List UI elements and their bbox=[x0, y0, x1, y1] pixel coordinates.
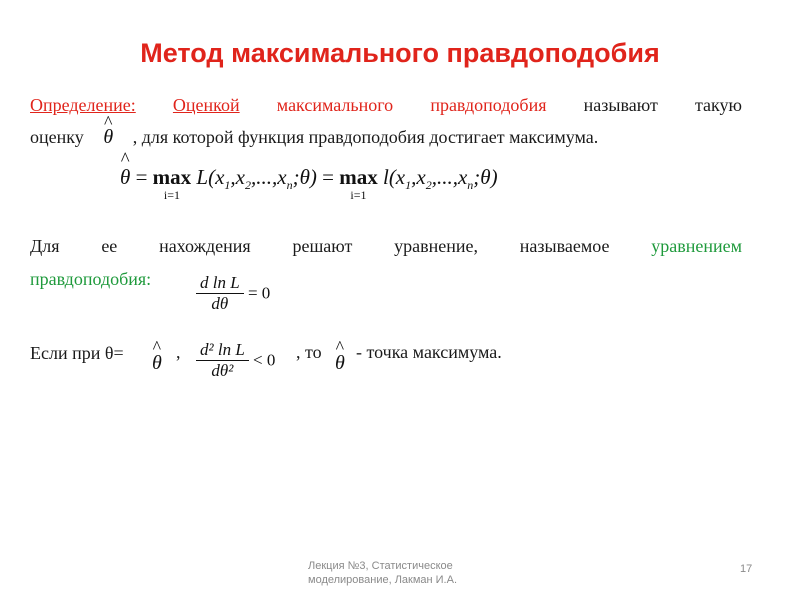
second-derivative-condition: $\frac{\text{d² ln L}}{\text{dθ²}}$ < 0 bbox=[196, 340, 275, 381]
likelihood-equation-line bbox=[30, 235, 742, 257]
theta-hat-symbol-2: ^ θ bbox=[152, 352, 162, 375]
para2-word-5: уравнение, bbox=[394, 236, 479, 256]
para2-word-1: Для bbox=[30, 236, 60, 256]
slide-title: Метод максимального правдоподобия bbox=[140, 38, 660, 68]
definition-word-2: максимального bbox=[276, 95, 394, 115]
theta-hat-symbol-3: ^ θ bbox=[335, 352, 345, 375]
para2-word-4: решают bbox=[292, 236, 353, 256]
definition-word-4: называют bbox=[583, 95, 658, 115]
para2-word-2: ее bbox=[101, 236, 118, 256]
para2-word-3: нахождения bbox=[159, 236, 251, 256]
likelihood-equation: $\frac{\text{d ln L}}{d\theta}$ = 0 bbox=[196, 273, 270, 314]
line2-start: оценку bbox=[30, 127, 84, 147]
para3-end: - точка максимума. bbox=[356, 342, 502, 362]
para3-comma: , bbox=[176, 342, 181, 362]
line2-rest: , для которой функция правдоподобия достигает максимума. bbox=[132, 127, 599, 147]
para3-start: Если при θ= bbox=[30, 343, 124, 363]
definition-line bbox=[30, 94, 742, 116]
definition-line-2 bbox=[30, 126, 742, 148]
para2-word-7: уравнением bbox=[651, 236, 742, 256]
likelihood-term-line bbox=[30, 268, 742, 290]
likelihood-term: правдоподобия: bbox=[30, 269, 152, 289]
para3-to: , то bbox=[296, 342, 322, 362]
definition-word-3: правдоподобия bbox=[430, 95, 547, 115]
page-number: 17 bbox=[740, 563, 753, 575]
definition-word-5: такую bbox=[694, 95, 742, 115]
footer-caption: Лекция №3, Статистическое моделирование, Лакман И.А. bbox=[308, 560, 458, 586]
definition-label: Определение: bbox=[30, 95, 136, 115]
max-likelihood-formula: ^ θ = max i=1 $L(x_1,x_2,...,x_n;\theta)$ = max i=1 $l(x_1,x_2,...,x_n;\theta)$ bbox=[120, 165, 498, 200]
para2-word-6: называемое bbox=[519, 236, 610, 256]
definition-word-1: Оценкой bbox=[172, 95, 240, 115]
theta-hat-symbol: ^ θ bbox=[88, 126, 128, 148]
